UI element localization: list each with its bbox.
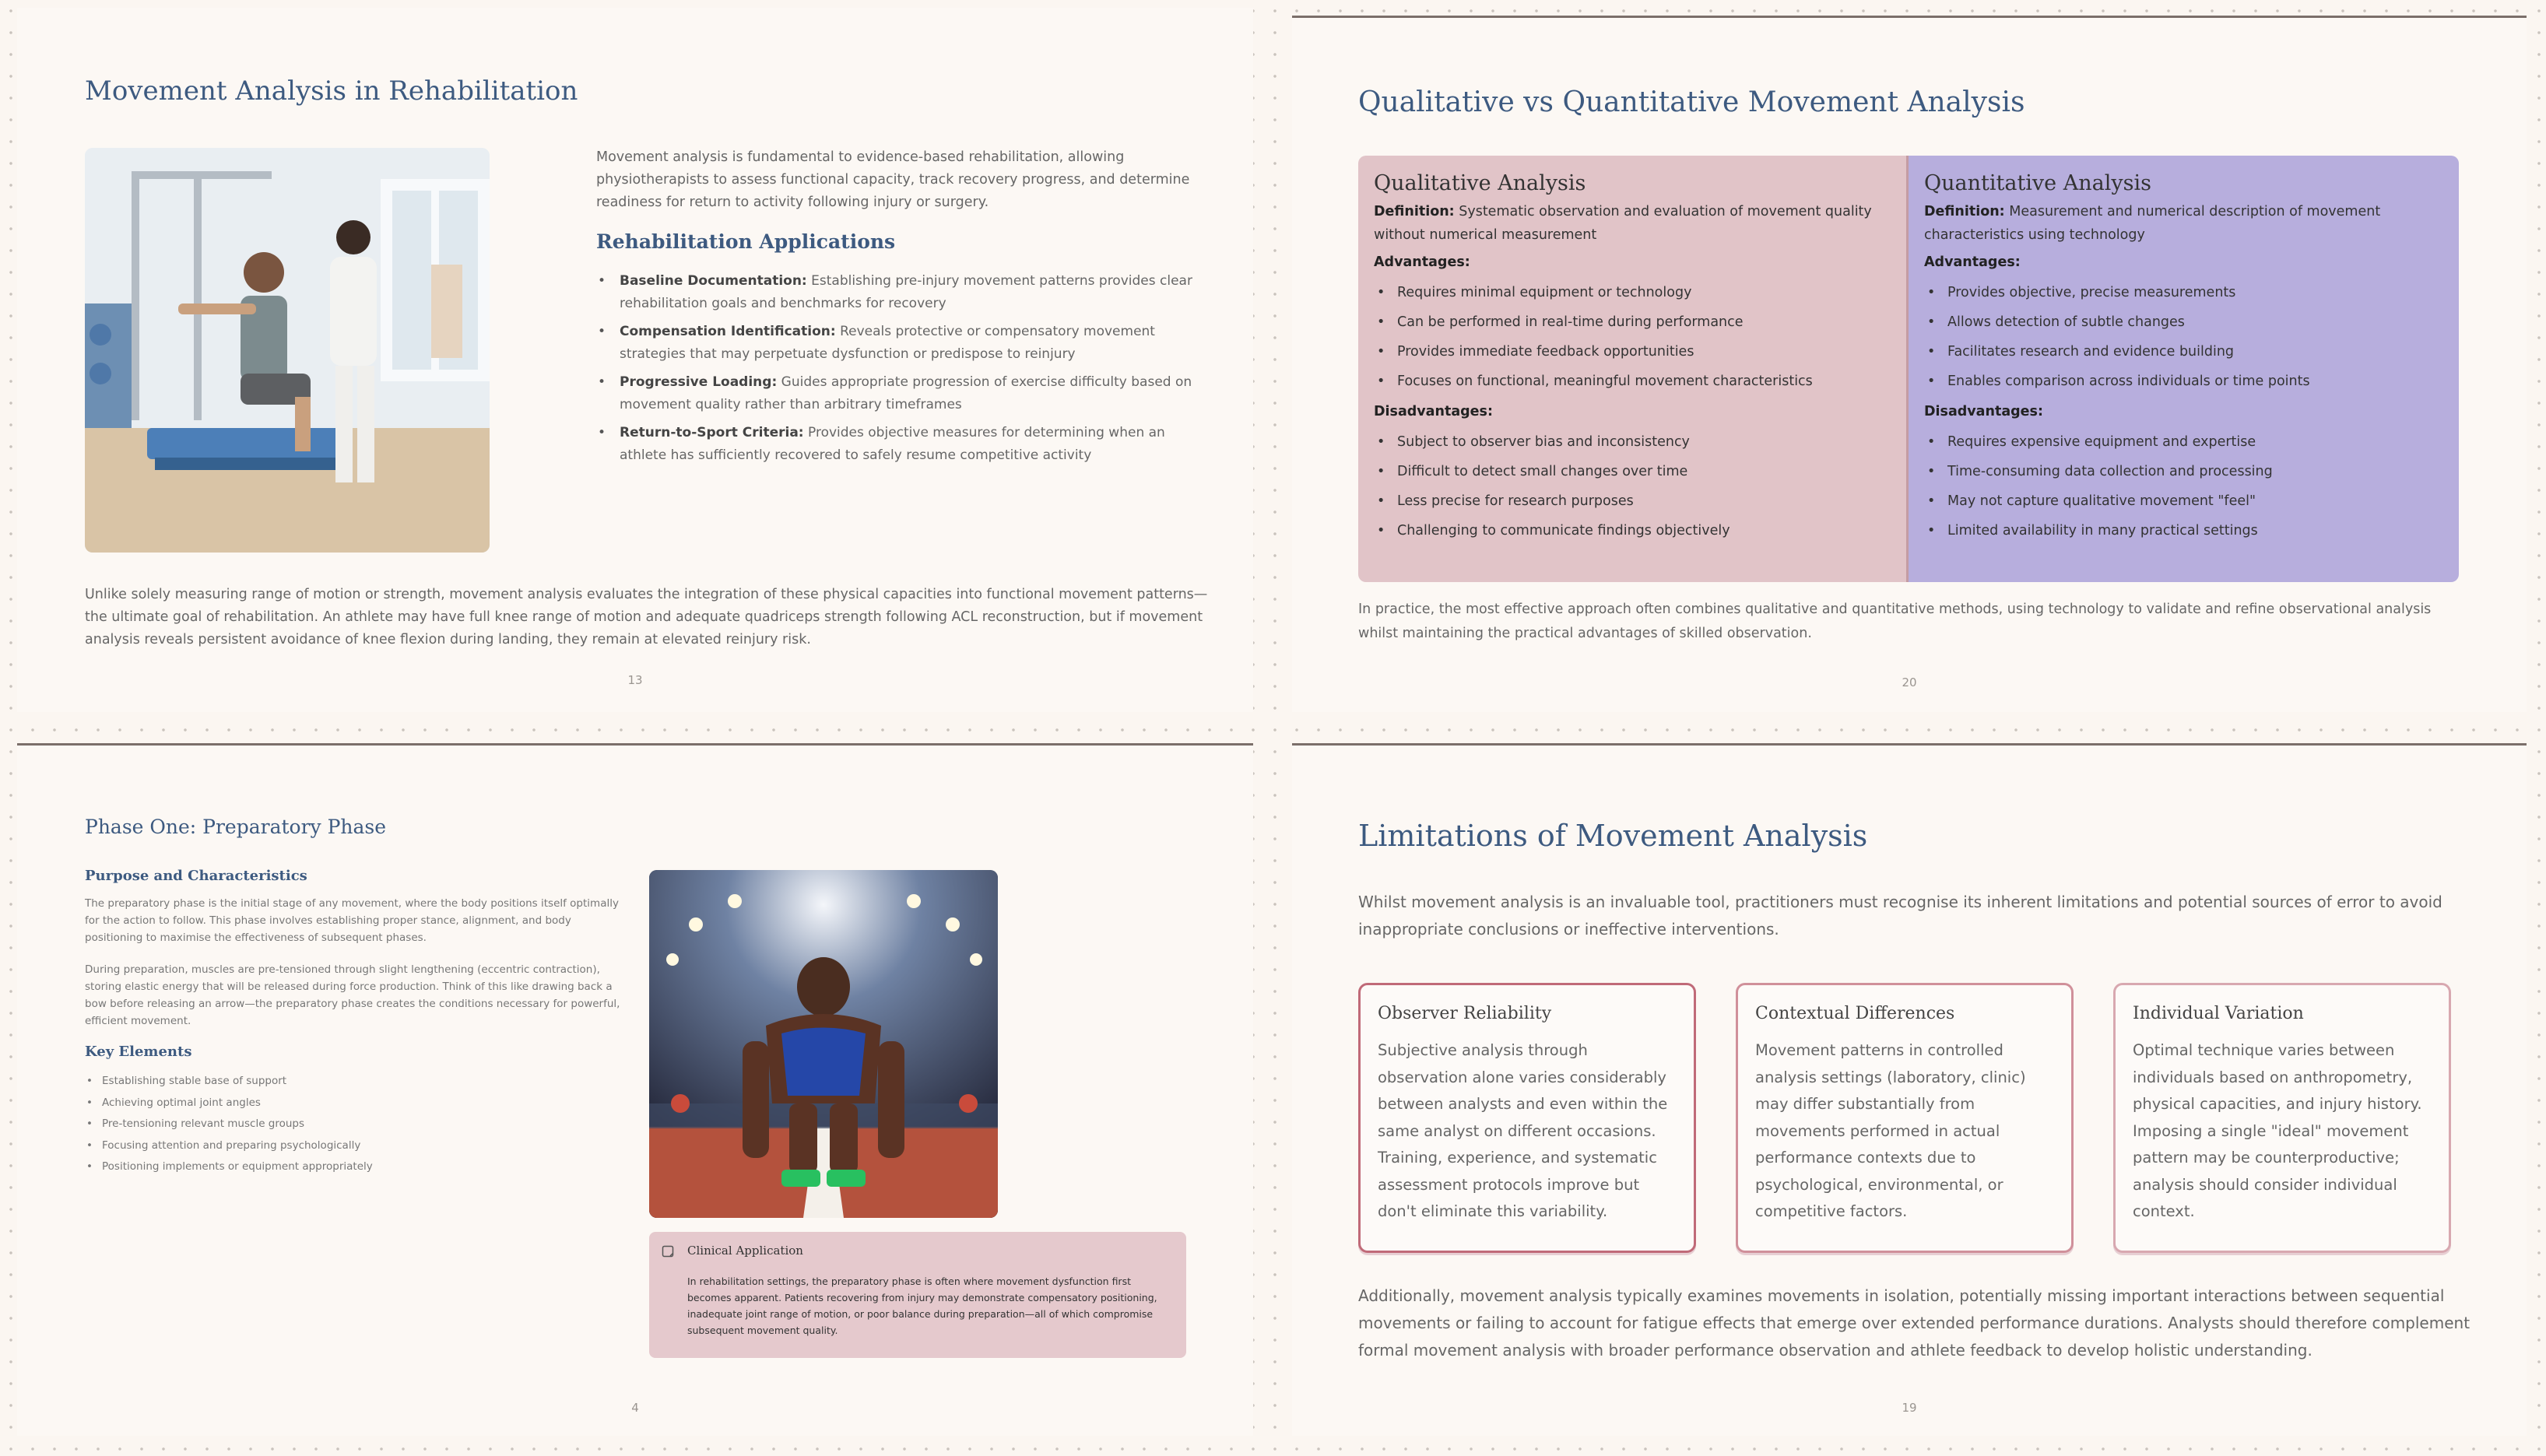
quantitative-panel bbox=[1909, 156, 2459, 582]
body-paragraph: Unlike solely measuring range of motion or strength, movement analysis evaluates the integration of these physical capacities into functional movement patterns—the ultimate goal of rehabilitation. An athlete may have full knee range of motion and adequate quadriceps strength following ACL reconstruction, but if movement analysis reveals persistent avoidance of knee flexion during landing, they remain at elevated reinjury risk. bbox=[85, 587, 1208, 647]
limitation-card bbox=[1358, 983, 1696, 1253]
slide-title: Qualitative vs Quantitative Movement Analysis bbox=[1358, 86, 2025, 118]
list-item: • Provides objective, precise measurements bbox=[1924, 278, 2443, 307]
slide-title: Movement Analysis in Rehabilitation bbox=[85, 75, 578, 107]
advantages-list bbox=[1374, 278, 1891, 396]
list-item bbox=[596, 422, 1203, 467]
slide-title: Phase One: Preparatory Phase bbox=[85, 816, 387, 838]
definition bbox=[1924, 200, 2443, 247]
intro-paragraph: Movement analysis is fundamental to evidence-based rehabilitation, allowing physiotherapists to assess functional capacity, track recovery progress, and determine readiness for return to activity following injury or surgery. bbox=[596, 149, 1190, 210]
list-item: • Challenging to communicate findings objectively bbox=[1374, 516, 1891, 546]
list-item: • Provides immediate feedback opportunities bbox=[1374, 337, 1891, 367]
slide-limitations[interactable] bbox=[1292, 743, 2527, 1436]
definition-text: Systematic observation and evaluation of movement quality without numerical measurement bbox=[1374, 204, 1872, 243]
definition bbox=[1374, 200, 1891, 247]
callout-title: Clinical Application bbox=[687, 1244, 803, 1258]
list-item: • Requires minimal equipment or technology bbox=[1374, 278, 1891, 307]
callout-body: In rehabilitation settings, the preparatory phase is often where movement dysfunction first becomes apparent. Patients recovering from injury may demonstrate compensatory positioning, inadequate joint range of motion, or poor balance during preparation—all of which compromise subsequent movement quality. bbox=[687, 1275, 1157, 1336]
list-item: • Subject to observer bias and inconsistency bbox=[1374, 427, 1891, 457]
sprinter-start-photo bbox=[649, 870, 998, 1218]
section-heading: Purpose and Characteristics bbox=[85, 868, 307, 884]
item-text: Establishing pre-injury movement patterns provides clear rehabilitation goals and benchmarks for recovery bbox=[620, 273, 1192, 311]
list-item: • Requires expensive equipment and expertise bbox=[1924, 427, 2443, 457]
page-number: 19 bbox=[1902, 1401, 1917, 1415]
card-text: Optimal technique varies between individuals based on anthropometry, physical capacities, and injury history. Imposing a single "ideal" movement pattern may be counterproductive; analysis should consider individual context. bbox=[2133, 1041, 2422, 1220]
applications-list bbox=[596, 270, 1203, 472]
body-paragraph: The preparatory phase is the initial stage of any movement, where the body positions itself optimally for the action to follow. This phase involves establishing proper stance, alignment, and body positioning to maximise the effectiveness of subsequent phases. bbox=[85, 897, 619, 944]
panel-heading: Qualitative Analysis bbox=[1374, 171, 1586, 195]
item-term: Progressive Loading: bbox=[620, 374, 778, 390]
key-elements-list bbox=[85, 1071, 373, 1178]
list-item: • Focuses on functional, meaningful movement characteristics bbox=[1374, 367, 1891, 396]
list-item: • Can be performed in real-time during performance bbox=[1374, 307, 1891, 337]
section-heading: Key Elements bbox=[85, 1044, 192, 1060]
list-item: • Time-consuming data collection and processing bbox=[1924, 457, 2443, 486]
disadvantages-label: Disadvantages: bbox=[1374, 404, 1493, 419]
body-paragraph: In practice, the most effective approach often combines qualitative and quantitative methods, using technology to validate and refine observational analysis whilst maintaining the practical advantages of skilled observation. bbox=[1358, 602, 2432, 641]
list-item: • Limited availability in many practical settings bbox=[1924, 516, 2443, 546]
list-item: • Focusing attention and preparing psychologically bbox=[85, 1135, 373, 1157]
item-term: Baseline Documentation: bbox=[620, 273, 807, 289]
card-heading: Individual Variation bbox=[2133, 1004, 2304, 1023]
qualitative-panel bbox=[1358, 156, 1909, 582]
list-item: • Allows detection of subtle changes bbox=[1924, 307, 2443, 337]
item-term: Return-to-Sport Criteria: bbox=[620, 425, 804, 440]
intro-paragraph: Whilst movement analysis is an invaluable tool, practitioners must recognise its inherent limitations and potential sources of error to avoid inappropriate conclusions or ineffective interventions. bbox=[1358, 893, 2442, 939]
list-item: • Less precise for research purposes bbox=[1374, 486, 1891, 516]
list-item bbox=[596, 321, 1203, 366]
panel-heading: Quantitative Analysis bbox=[1924, 171, 2151, 195]
body-paragraph: During preparation, muscles are pre-tensioned through slight lengthening (eccentric contraction), storing elastic energy that will be released during force production. Think of this like drawing back a bow before releasing an arrow—the preparatory phase creates the conditions necessary for powerful, efficient movement. bbox=[85, 963, 620, 1027]
slide-title: Limitations of Movement Analysis bbox=[1358, 819, 1868, 853]
disadvantages-label: Disadvantages: bbox=[1924, 404, 2043, 419]
slide-qualitative-vs-quantitative[interactable] bbox=[1292, 16, 2527, 712]
limitation-card bbox=[2113, 983, 2451, 1253]
card-heading: Contextual Differences bbox=[1755, 1004, 1955, 1023]
list-item: • Achieving optimal joint angles bbox=[85, 1093, 373, 1114]
list-item: • Establishing stable base of support bbox=[85, 1071, 373, 1093]
list-item: • Positioning implements or equipment appropriately bbox=[85, 1156, 373, 1178]
slide-movement-analysis-rehabilitation[interactable] bbox=[17, 8, 1253, 712]
page-number: 4 bbox=[631, 1401, 639, 1415]
slide-preparatory-phase[interactable] bbox=[17, 743, 1253, 1436]
advantages-label: Advantages: bbox=[1374, 254, 1470, 270]
clinical-application-callout bbox=[649, 1232, 1186, 1358]
item-term: Compensation Identification: bbox=[620, 324, 836, 339]
section-heading: Rehabilitation Applications bbox=[596, 230, 896, 253]
item-text: Provides objective measures for determining when an athlete has sufficiently recovered to safely resume competitive activity bbox=[620, 425, 1165, 463]
list-item bbox=[596, 270, 1203, 315]
list-item: • Difficult to detect small changes over time bbox=[1374, 457, 1891, 486]
card-heading: Observer Reliability bbox=[1378, 1004, 1552, 1023]
item-text: Reveals protective or compensatory movement strategies that may perpetuate dysfunction or predispose to reinjury bbox=[620, 324, 1155, 362]
card-text: Subjective analysis through observation alone varies considerably between analysts and even within the same analyst on different occasions. Training, experience, and systematic assessment protocols improve but don't eliminate this variability. bbox=[1378, 1041, 1668, 1220]
limitation-card bbox=[1736, 983, 2074, 1253]
note-icon bbox=[662, 1245, 674, 1258]
advantages-label: Advantages: bbox=[1924, 254, 2021, 270]
list-item: • Pre-tensioning relevant muscle groups bbox=[85, 1114, 373, 1135]
page-number: 13 bbox=[627, 673, 643, 687]
disadvantages-list bbox=[1924, 427, 2443, 546]
card-text: Movement patterns in controlled analysis settings (laboratory, clinic) may differ substantially from movements performed in actual performance contexts due to psychological, environmental, or competitive factors. bbox=[1755, 1041, 2026, 1220]
list-item bbox=[596, 371, 1203, 416]
list-item: • May not capture qualitative movement "feel" bbox=[1924, 486, 2443, 516]
definition-label: Definition: bbox=[1924, 204, 2005, 219]
item-text: Guides appropriate progression of exercise difficulty based on movement quality rather than arbitrary timeframes bbox=[620, 374, 1192, 412]
list-item: • Enables comparison across individuals or time points bbox=[1924, 367, 2443, 396]
disadvantages-list bbox=[1374, 427, 1891, 546]
rehab-clinic-photo bbox=[85, 148, 490, 553]
list-item: • Facilitates research and evidence building bbox=[1924, 337, 2443, 367]
page-number: 20 bbox=[1902, 675, 1917, 689]
advantages-list bbox=[1924, 278, 2443, 396]
definition-label: Definition: bbox=[1374, 204, 1455, 219]
definition-text: Measurement and numerical description of movement characteristics using technology bbox=[1924, 204, 2381, 243]
body-paragraph: Additionally, movement analysis typically examines movements in isolation, potentially missing important interactions between sequential movements or failing to account for fatigue effects that emerge over extended performance durations. Analysts should therefore complement formal movement analysis with broader performance observation and athlete feedback to develop holistic understanding. bbox=[1358, 1286, 2470, 1360]
